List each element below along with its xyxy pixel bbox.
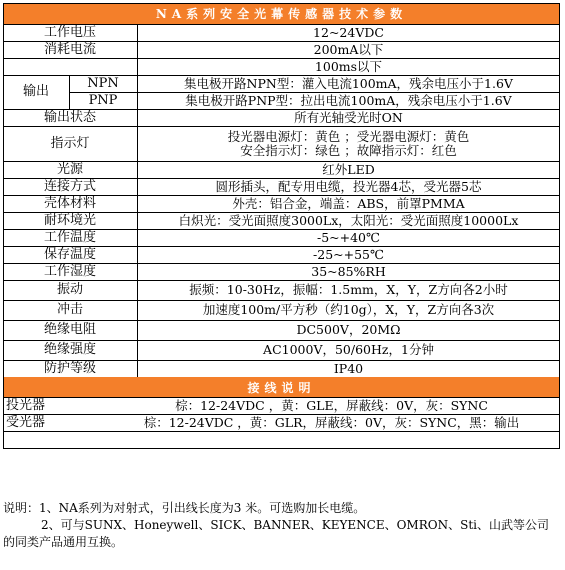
spec-value: 白炽光：受光面照度3000Lx，太阳光：受光面照度10000Lx — [178, 212, 519, 228]
spec-label: 防护等级 — [43, 360, 96, 376]
spec-value: 集电极开路PNP型：拉出电流100mA，残余电压小于1.6V — [185, 92, 512, 108]
note-line-3: 的同类产品通用互换。 — [3, 535, 124, 549]
spec-value: 外壳：铝合金，端盖：ABS，前罩PMMA — [232, 195, 465, 211]
note-line-2: 2、可与SUNX、Honeywell、SICK、BANNER、KEYENCE、OMRON、Sti、山武等公司 — [41, 518, 549, 532]
spec-value: -5~+40℃ — [316, 229, 380, 245]
table-rule — [3, 229, 560, 230]
wiring-label: 受光器 — [6, 414, 46, 430]
table-rule — [3, 126, 560, 127]
table-rule — [3, 195, 560, 196]
spec-label: 光源 — [56, 161, 83, 177]
table-rule — [3, 246, 560, 247]
table-title: NA系列安全光幕传感器技术参数 — [3, 3, 560, 24]
spec-value-line: 投光器电源灯：黄色 ；受光器电源灯：黄色 — [227, 128, 470, 144]
spec-value — [137, 126, 560, 161]
table-rule — [3, 340, 560, 341]
table-rule — [3, 448, 560, 449]
table-rule — [3, 3, 4, 449]
note-line-1: 说明：1、NA系列为对射式，引出线长度为3 米。可选购加长电缆。 — [3, 501, 366, 515]
spec-label: 绝缘电阻 — [43, 322, 96, 337]
table-rule — [3, 320, 560, 321]
spec-value: 200mA以下 — [313, 41, 384, 57]
spec-value: IP40 — [333, 360, 364, 376]
spec-label: 连接方式 — [43, 178, 96, 194]
table-rule — [3, 41, 560, 42]
table-rule — [3, 24, 560, 25]
table-rule — [69, 75, 70, 109]
table-rule — [3, 178, 560, 179]
spec-label: 指示灯 — [50, 135, 90, 151]
spec-label: 工作电压 — [43, 24, 96, 40]
spec-value: 圆形插头，配专用电缆，投光器4芯，受光器5芯 — [215, 178, 482, 194]
spec-label: 工作湿度 — [43, 263, 96, 279]
table-rule — [3, 263, 560, 264]
spec-label: 壳体材料 — [43, 195, 96, 211]
spec-label: 输出 — [22, 84, 49, 99]
spec-value: 红外LED — [322, 161, 375, 177]
spec-label: 振动 — [56, 282, 83, 297]
table-rule — [3, 212, 560, 213]
spec-label — [3, 58, 137, 75]
spec-value: 所有光轴受光时ON — [294, 109, 403, 125]
table-rule — [3, 280, 560, 281]
spec-label: 输出状态 — [43, 109, 96, 125]
spec-value: 12~24VDC — [313, 24, 384, 40]
table-rule — [3, 58, 560, 59]
spec-label: 耐环境光 — [43, 212, 96, 228]
table-rule — [137, 24, 138, 377]
spec-value: AC1000V，50/60Hz，1分钟 — [263, 342, 434, 357]
table-rule — [3, 75, 560, 76]
wiring-label: 投光器 — [6, 397, 46, 413]
table-rule — [69, 92, 560, 93]
wiring-value: 棕：12-24VDC ，黄：GLR，屏蔽线：0V，灰：SYNC，黑：输出 — [143, 414, 520, 430]
spec-value: -25~+55℃ — [313, 246, 384, 262]
spec-value: 35~85%RH — [311, 263, 386, 279]
table-rule — [3, 109, 560, 110]
spec-value: 集电极开路NPN型：灌入电流100mA，残余电压小于1.6V — [184, 75, 513, 91]
table-rule — [3, 161, 560, 162]
spec-label: 保存温度 — [43, 246, 96, 262]
table-rule — [3, 300, 560, 301]
wiring-title: 接线说明 — [3, 377, 560, 397]
notes — [3, 500, 561, 551]
spec-sub-label: PNP — [88, 92, 118, 108]
wiring-value: 棕：12-24VDC ，黄：GLE，屏蔽线：0V，灰：SYNC — [175, 397, 488, 413]
table-rule — [3, 3, 560, 4]
table-rule — [3, 360, 560, 361]
table-rule — [559, 3, 560, 449]
spec-value: 100ms以下 — [314, 58, 383, 74]
spec-value-line: 安全指示灯：绿色 ；故障指示灯：红色 — [240, 142, 457, 158]
spec-label: 工作温度 — [43, 229, 96, 245]
spec-label: 消耗电流 — [43, 41, 96, 57]
spec-label: 冲击 — [56, 302, 83, 317]
spec-value: DC500V，20MΩ — [296, 322, 401, 337]
spec-value: 加速度100m/平方秒（约10g），X，Y，Z方向各3次 — [202, 302, 495, 317]
spec-label: 绝缘强度 — [43, 342, 96, 357]
spec-table — [3, 3, 560, 491]
spec-sub-label: NPN — [87, 75, 119, 91]
spec-value: 振频：10-30Hz，振幅：1.5mm，X，Y，Z方向各2小时 — [189, 282, 508, 297]
table-rule — [3, 431, 560, 432]
